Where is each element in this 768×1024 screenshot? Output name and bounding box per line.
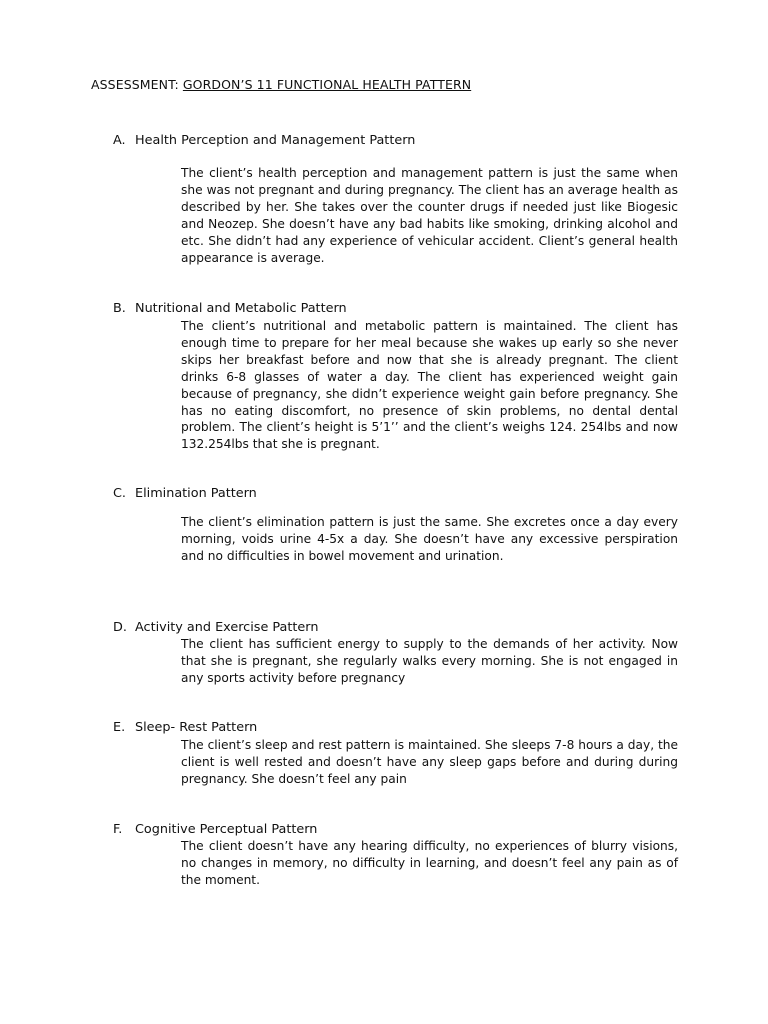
section-body-sleep-rest: The client’s sleep and rest pattern is maintained. She sleeps 7-8 hours a day, the client is well rested and doesn’t have any sleep gaps before and during during pregnancy. She doesn’t feel any pain	[181, 738, 678, 786]
section-letter: C.	[113, 486, 127, 501]
document-title	[91, 77, 471, 92]
section-body-nutritional: The client’s nutritional and metabolic pattern is maintained. The client has enough time to prepare for her meal because she wakes up early so she never skips her breakfast before and now that she is already pregnant. The client drinks 6-8 glasses of water a day. The client has experienced weight gain because of pregnancy, she didn’t experience weight gain before pregnancy. She has no eating discomfort, no presence of skin problems, no dental dental problem. The client’s height is 5’1’’ and the client’s weighs 124. 254lbs and now 132.254lbs that she is pregnant.	[181, 319, 678, 452]
section-body-health-perception: The client’s health perception and management pattern is just the same when she was not pregnant and during pregnancy. The client has an average health as described by her. She takes over the counter drugs if needed just like Biogesic and Neozep. She doesn’t have any bad habits like smoking, drinking alcohol and etc. She didn’t had any experience of vehicular accident. Client’s general health appearance is average.	[181, 166, 678, 265]
section-heading-sleep-rest	[113, 720, 257, 735]
section-title: Elimination Pattern	[135, 486, 257, 501]
title-label: ASSESSMENT:	[91, 77, 183, 92]
section-title: Activity and Exercise Pattern	[135, 620, 319, 635]
section-title: Cognitive Perceptual Pattern	[135, 822, 318, 837]
section-title: Health Perception and Management Pattern	[135, 133, 416, 148]
section-letter: D.	[113, 620, 127, 635]
section-letter: B.	[113, 301, 126, 316]
title-text: GORDON’S 11 FUNCTIONAL HEALTH PATTERN	[182, 77, 472, 92]
section-body-cognitive: The client doesn’t have any hearing difficulty, no experiences of blurry visions, no changes in memory, no difficulty in learning, and doesn’t feel any pain as of the moment.	[181, 839, 678, 887]
section-heading-cognitive	[113, 822, 317, 837]
section-letter: A.	[113, 133, 126, 148]
section-heading-activity	[113, 620, 318, 635]
section-letter: F.	[113, 822, 123, 837]
section-title: Sleep- Rest Pattern	[135, 720, 258, 735]
section-heading-nutritional	[113, 301, 347, 316]
section-heading-health-perception	[113, 133, 415, 148]
section-title: Nutritional and Metabolic Pattern	[135, 301, 347, 316]
section-letter: E.	[113, 720, 126, 735]
section-heading-elimination	[113, 486, 257, 501]
section-body-elimination: The client’s elimination pattern is just the same. She excretes once a day every morning, voids urine 4-5x a day. She doesn’t have any excessive perspiration and no difficulties in bowel movement and urination.	[181, 515, 678, 563]
section-body-activity: The client has sufficient energy to supply to the demands of her activity. Now that she is pregnant, she regularly walks every morning. She is not engaged in any sports activity before pregnancy	[181, 637, 678, 685]
